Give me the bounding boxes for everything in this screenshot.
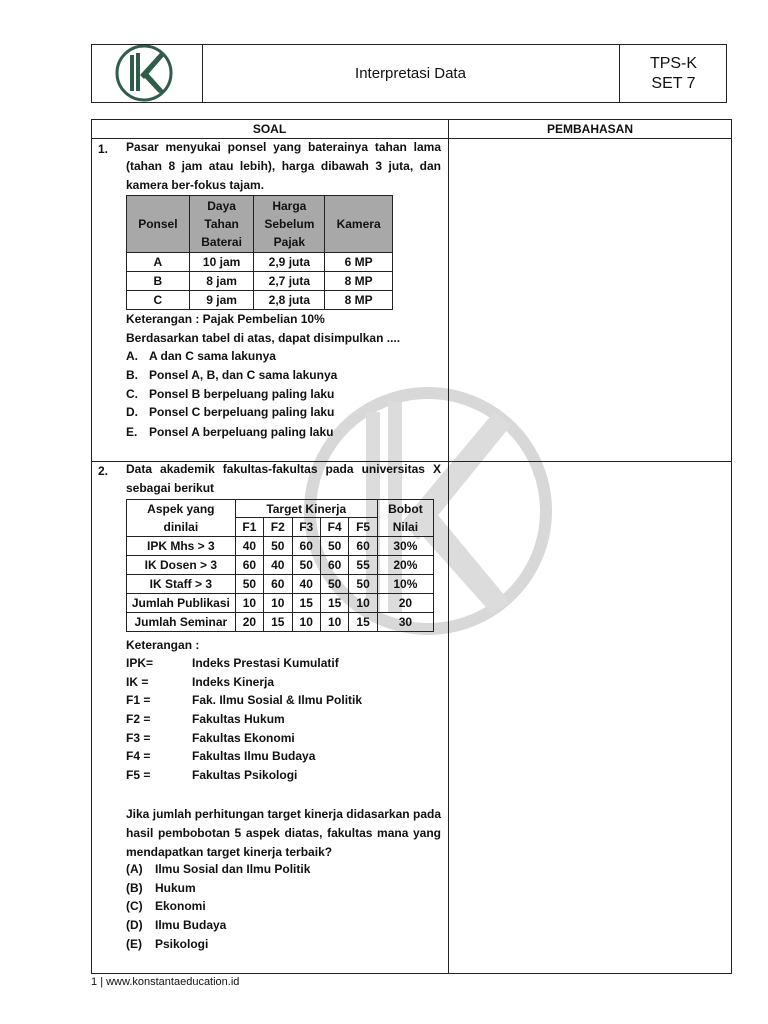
q2-th-aspek: Aspek yang dinilai <box>127 500 236 537</box>
table-row <box>127 291 393 310</box>
q1-option-e-label: E. <box>126 425 138 439</box>
cell: 60 <box>264 575 292 594</box>
q1-option-b: Ponsel A, B, dan C sama lakunya <box>149 368 338 382</box>
q1-stem: Pasar menyukai ponsel yang baterainya tahan lama (tahan 8 jam atau lebih), harga dibawah 3 juta, dan kamera ber-fokus tajam. <box>126 140 441 192</box>
column-header-pembahasan: PEMBAHASAN <box>448 119 732 139</box>
q2-option-d: Ilmu Budaya <box>155 918 227 932</box>
q2-option-e-label: (E) <box>126 937 142 951</box>
cell: IK Staff > 3 <box>127 575 236 594</box>
cell: 8 jam <box>189 272 254 291</box>
cell: 60 <box>235 556 263 575</box>
q1-option-e: Ponsel A berpeluang paling laku <box>149 425 334 439</box>
cell: C <box>127 291 190 310</box>
legend-value: Fakultas Ilmu Budaya <box>192 749 316 763</box>
legend-key: F5 = <box>126 768 151 782</box>
legend-value: Fakultas Ekonomi <box>192 731 295 745</box>
cell: IK Dosen > 3 <box>127 556 236 575</box>
column-divider <box>448 119 449 974</box>
q2-th-target: Target Kinerja <box>235 500 377 518</box>
q2-option-c: Ekonomi <box>155 899 206 913</box>
q2-option-b: Hukum <box>155 881 196 895</box>
cell: 60 <box>320 556 348 575</box>
q2-th-f2: F2 <box>264 518 292 537</box>
q2-th-f4: F4 <box>320 518 348 537</box>
cell: 10 <box>292 613 320 632</box>
cell: 2,9 juta <box>254 253 325 272</box>
column-header-soal: SOAL <box>91 119 448 139</box>
cell: 55 <box>349 556 377 575</box>
table-row <box>127 594 434 613</box>
q2-option-b-label: (B) <box>126 881 143 895</box>
cell: 2,8 juta <box>254 291 325 310</box>
legend-value: Fak. Ilmu Sosial & Ilmu Politik <box>192 693 363 707</box>
q2-th-bobot: Bobot Nilai <box>377 500 433 537</box>
legend-key: IK = <box>126 675 149 689</box>
cell: 60 <box>349 537 377 556</box>
q2-option-a-label: (A) <box>126 862 143 876</box>
cell: 50 <box>349 575 377 594</box>
cell: 10 <box>264 594 292 613</box>
cell: 10 <box>320 613 348 632</box>
cell: 10 <box>349 594 377 613</box>
header-title: Interpretasi Data <box>355 65 466 82</box>
document-header <box>91 44 727 103</box>
cell: 20 <box>377 594 433 613</box>
q2-option-d-label: (D) <box>126 918 143 932</box>
cell: 10 jam <box>189 253 254 272</box>
table-row <box>127 575 434 594</box>
cell: 20% <box>377 556 433 575</box>
cell: Jumlah Publikasi <box>127 594 236 613</box>
cell: 40 <box>235 537 263 556</box>
q1-option-c-label: C. <box>126 387 138 401</box>
q1-th-ponsel: Ponsel <box>127 196 190 253</box>
legend-key: F4 = <box>126 749 151 763</box>
konstanta-logo-icon <box>92 45 202 102</box>
cell: 30% <box>377 537 433 556</box>
footer-separator: | <box>100 976 104 988</box>
cell: 50 <box>320 575 348 594</box>
q1-th-harga: Harga Sebelum Pajak <box>254 196 325 253</box>
q1-number: 1. <box>98 142 109 156</box>
cell: 8 MP <box>325 272 393 291</box>
cell: 30 <box>377 613 433 632</box>
cell: B <box>127 272 190 291</box>
q1-note: Keterangan : Pajak Pembelian 10% <box>126 312 325 326</box>
q2-th-f1: F1 <box>235 518 263 537</box>
cell: 6 MP <box>325 253 393 272</box>
cell: 10 <box>235 594 263 613</box>
q2-option-c-label: (C) <box>126 899 143 913</box>
legend-value: Indeks Kinerja <box>192 675 275 689</box>
cell: 15 <box>292 594 320 613</box>
q2-th-f3: F3 <box>292 518 320 537</box>
q1-option-d: Ponsel C berpeluang paling laku <box>149 405 335 419</box>
cell: 10% <box>377 575 433 594</box>
logo-cell <box>92 45 203 102</box>
page-number: 1 <box>91 976 98 988</box>
q2-option-a: Ilmu Sosial dan Ilmu Politik <box>155 862 311 876</box>
table-row <box>127 537 434 556</box>
q2-stem: Data akademik fakultas-fakultas pada universitas X sebagai berikut <box>126 462 441 495</box>
cell: 60 <box>292 537 320 556</box>
table-row <box>127 253 393 272</box>
table-row <box>127 272 393 291</box>
legend-value: Fakultas Hukum <box>192 712 285 726</box>
cell: 50 <box>235 575 263 594</box>
q2-number: 2. <box>98 464 109 478</box>
cell: 50 <box>292 556 320 575</box>
cell: 20 <box>235 613 263 632</box>
legend-key: F3 = <box>126 731 151 745</box>
cell: Jumlah Seminar <box>127 613 236 632</box>
q1-option-a: A dan C sama lakunya <box>149 349 276 363</box>
table-row <box>127 556 434 575</box>
set-code-line1: TPS-K <box>649 54 698 72</box>
page-footer <box>91 976 239 988</box>
cell: 50 <box>264 537 292 556</box>
q1-question: Berdasarkan tabel di atas, dapat disimpulkan .... <box>126 331 401 345</box>
table-row <box>127 613 434 632</box>
cell: 40 <box>292 575 320 594</box>
q1-th-daya: Daya Tahan Baterai <box>189 196 254 253</box>
set-code-line2: SET 7 <box>651 74 696 92</box>
q2-table <box>126 499 434 632</box>
cell: 40 <box>264 556 292 575</box>
set-code <box>619 45 727 102</box>
legend-value: Fakultas Psikologi <box>192 768 298 782</box>
legend-key: F2 = <box>126 712 151 726</box>
cell: 50 <box>320 537 348 556</box>
q1-option-d-label: D. <box>126 405 138 419</box>
cell: A <box>127 253 190 272</box>
cell: 9 jam <box>189 291 254 310</box>
legend-key: F1 = <box>126 693 151 707</box>
q1-option-c: Ponsel B berpeluang paling laku <box>149 387 335 401</box>
q2-option-e: Psikologi <box>155 937 209 951</box>
q1-th-kamera: Kamera <box>325 196 393 253</box>
legend-value: Indeks Prestasi Kumulatif <box>192 656 339 670</box>
footer-url[interactable]: www.konstantaeducation.id <box>106 976 240 988</box>
cell: 15 <box>349 613 377 632</box>
cell: 15 <box>264 613 292 632</box>
cell: IPK Mhs > 3 <box>127 537 236 556</box>
q2-question: Jika jumlah perhitungan target kinerja didasarkan pada hasil pembobotan 5 aspek diatas, fakultas mana yang mendapatkan target kinerja terbaik? <box>126 807 441 859</box>
cell: 15 <box>320 594 348 613</box>
q1-option-a-label: A. <box>126 349 138 363</box>
q2-legend-title: Keterangan : <box>126 638 200 652</box>
q1-option-b-label: B. <box>126 368 138 382</box>
cell: 8 MP <box>325 291 393 310</box>
legend-key: IPK= <box>126 656 154 670</box>
cell: 2,7 juta <box>254 272 325 291</box>
q1-table <box>126 195 393 310</box>
q2-th-f5: F5 <box>349 518 377 537</box>
